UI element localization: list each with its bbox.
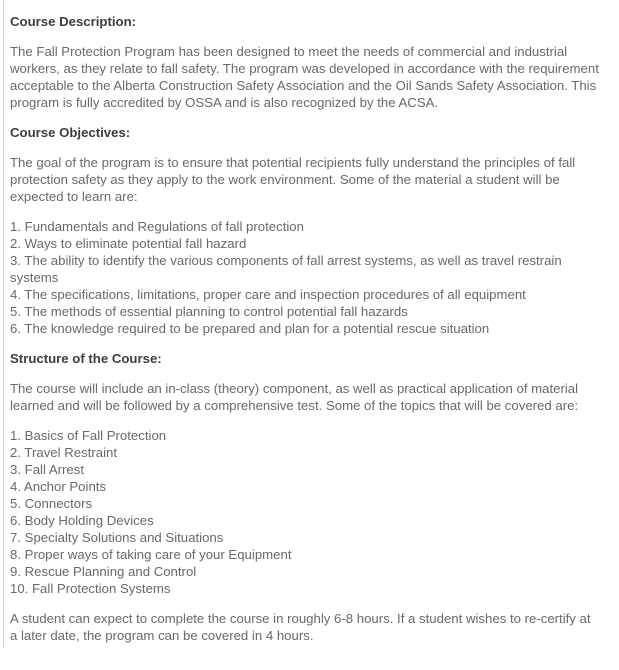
course-description-heading: Course Description: xyxy=(10,14,137,29)
course-duration-paragraph: A student can expect to complete the course in roughly 6-8 hours. If a student wishes to re-certify at a later date, the program can be covered in 4 hours. xyxy=(10,611,591,643)
course-description-paragraph: The Fall Protection Program has been designed to meet the needs of commercial and industrial workers, as they relate to fall safety. The program was developed in accordance with the requirement acceptable to the Alberta Construction Safety Association and the Oil Sands Safety Association. This program is fully accredited by OSSA and is also recognized by the ACSA. xyxy=(10,44,599,110)
course-objectives-paragraph: The goal of the program is to ensure that potential recipients fully understand the principles of fall protection safety as they apply to the work environment. Some of the material a student will be expected to learn are: xyxy=(10,155,576,204)
course-description-document xyxy=(3,0,615,648)
structure-of-course-heading: Structure of the Course: xyxy=(10,351,162,366)
topics-list: 1. Basics of Fall Protection 2. Travel Restraint 3. Fall Arrest 4. Anchor Points 5. Connectors 6. Body Holding Devices 7. Specialty Solutions and Situations 8. Proper ways of taking care of your Equipment 9. Rescue Planning and Control 10. Fall Protection Systems xyxy=(10,428,292,596)
structure-intro-paragraph: The course will include an in-class (theory) component, as well as practical application of material learned and will be followed by a comprehensive test. Some of the topics that will be covered are: xyxy=(10,381,579,413)
objectives-list: 1. Fundamentals and Regulations of fall protection 2. Ways to eliminate potential fall hazard 3. The ability to identify the various components of fall arrest systems, as well as travel restrain systems 4. The specifications, limitations, proper care and inspection procedures of all equipment 5. The methods of essential planning to control potential fall hazards 6. The knowledge required to be prepared and plan for a potential rescue situation xyxy=(10,219,562,336)
course-objectives-heading: Course Objectives: xyxy=(10,125,131,140)
